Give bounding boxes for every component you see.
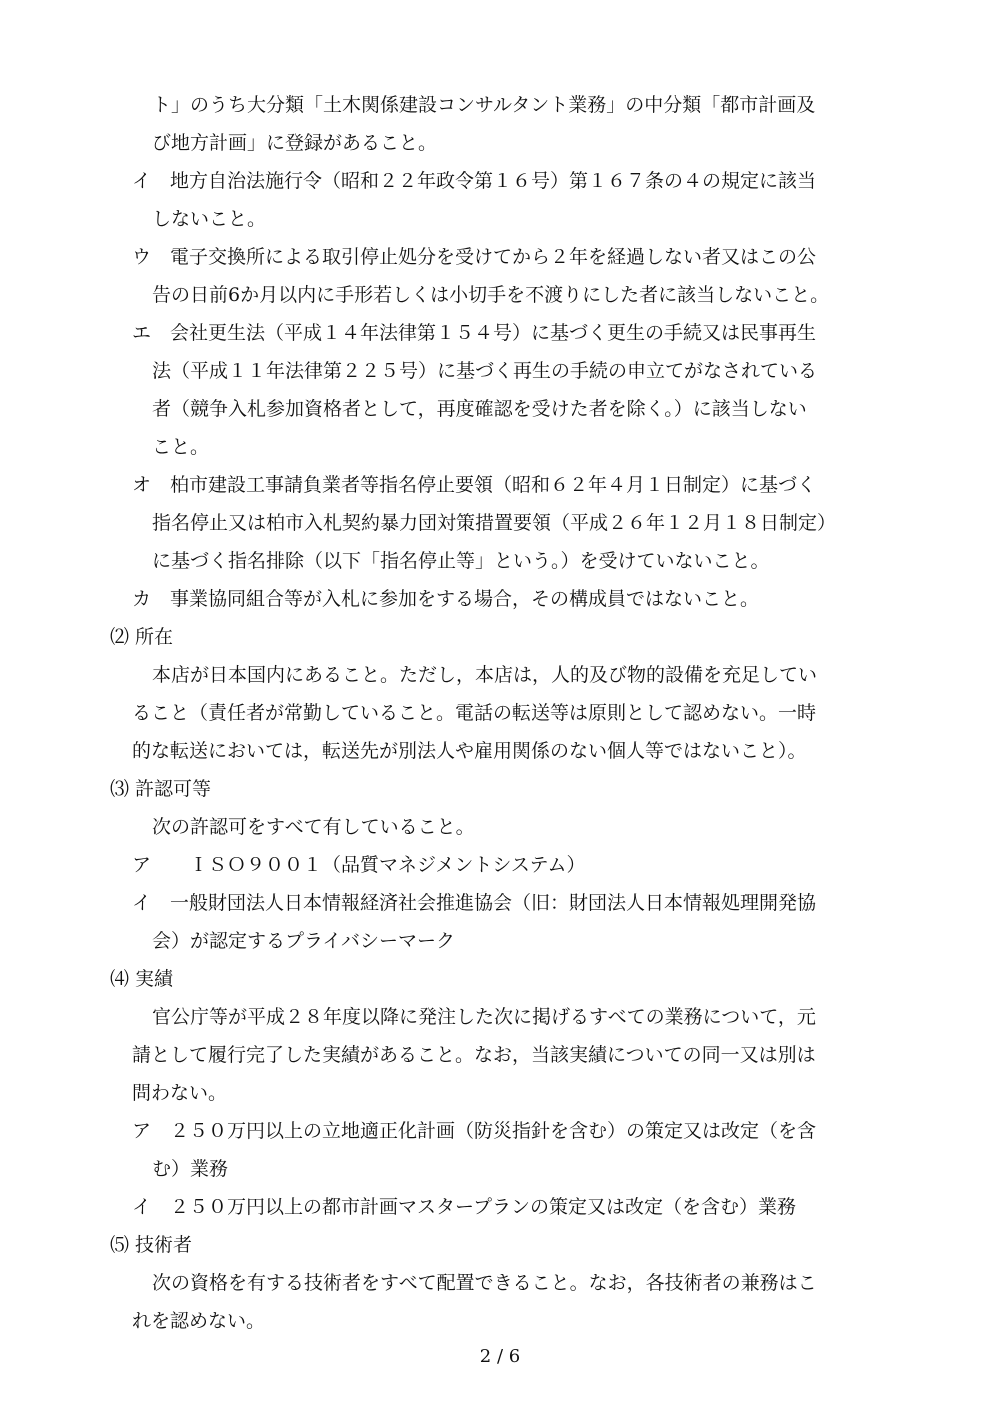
- text-line: び地方計画」に登録があること。: [152, 132, 438, 154]
- text-line: 本店が日本国内にあること。ただし，本店は，人的及び物的設備を充足してい: [152, 664, 818, 686]
- section-heading-engineers: ⑸ 技術者: [110, 1234, 193, 1256]
- list-item-i: イ ２５０万円以上の都市計画マスタープランの策定又は改定（を含む）業務: [132, 1196, 797, 1218]
- section-heading-track-record: ⑷ 実績: [110, 968, 174, 990]
- page-number: 2 / 6: [479, 1346, 521, 1367]
- section-heading-licenses: ⑶ 許認可等: [110, 778, 212, 800]
- text-line: こと。: [152, 436, 210, 458]
- list-item-i: イ 地方自治法施行令（昭和２２年政令第１６号）第１６７条の４の規定に該当: [132, 170, 817, 192]
- list-item-e: エ 会社更生法（平成１４年法律第１５４号）に基づく更生の手続又は民事再生: [132, 322, 817, 344]
- list-item-ka: カ 事業協同組合等が入札に参加をする場合，その構成員ではないこと。: [132, 588, 760, 610]
- text-line: 法（平成１１年法律第２２５号）に基づく再生の手続の申立てがなされている: [152, 360, 818, 382]
- text-line: しないこと。: [152, 208, 267, 230]
- section-heading-location: ⑵ 所在: [110, 626, 174, 648]
- text-line: む）業務: [152, 1158, 229, 1180]
- text-line: ること（責任者が常勤していること。電話の転送等は原則として認めない。一時: [132, 702, 817, 724]
- list-item-o: オ 柏市建設工事請負業者等指名停止要領（昭和６２年４月１日制定）に基づく: [132, 474, 817, 496]
- text-line: 会）が認定するプライバシーマーク: [152, 930, 456, 952]
- text-line: 者（競争入札参加資格者として，再度確認を受けた者を除く。）に該当しない: [152, 398, 807, 420]
- list-item-a: ア ２５０万円以上の立地適正化計画（防災指針を含む）の策定又は改定（を含: [132, 1120, 817, 1142]
- text-line: 請として履行完了した実績があること。なお，当該実績についての同一又は別は: [132, 1044, 816, 1066]
- text-line: 指名停止又は柏市入札契約暴力団対策措置要領（平成２６年１２月１８日制定）: [152, 512, 837, 534]
- text-line: 告の日前6か月以内に手形若しくは小切手を不渡りにした者に該当しないこと。: [152, 284, 830, 306]
- text-line: 次の資格を有する技術者をすべて配置できること。なお，各技術者の兼務はこ: [152, 1272, 817, 1294]
- text-line: れを認めない。: [132, 1310, 266, 1332]
- text-line: 問わない。: [132, 1082, 228, 1104]
- list-item-i: イ 一般財団法人日本情報経済社会推進協会（旧：財団法人日本情報処理開発協: [132, 892, 817, 914]
- list-item-a: ア ＩＳＯ９００１（品質マネジメントシステム）: [132, 854, 586, 876]
- list-item-u: ウ 電子交換所による取引停止処分を受けてから２年を経過しない者又はこの公: [132, 246, 817, 268]
- text-line: 次の許認可をすべて有していること。: [152, 816, 475, 838]
- text-line: 的な転送においては，転送先が別法人や雇用関係のない個人等ではないこと）。: [132, 740, 807, 762]
- text-line: 官公庁等が平成２８年度以降に発注した次に掲げるすべての業務について，元: [152, 1006, 816, 1028]
- text-line: ト」のうち大分類「土木関係建設コンサルタント業務」の中分類「都市計画及: [152, 94, 816, 116]
- text-line: に基づく指名排除（以下「指名停止等」という。）を受けていないこと。: [152, 550, 770, 572]
